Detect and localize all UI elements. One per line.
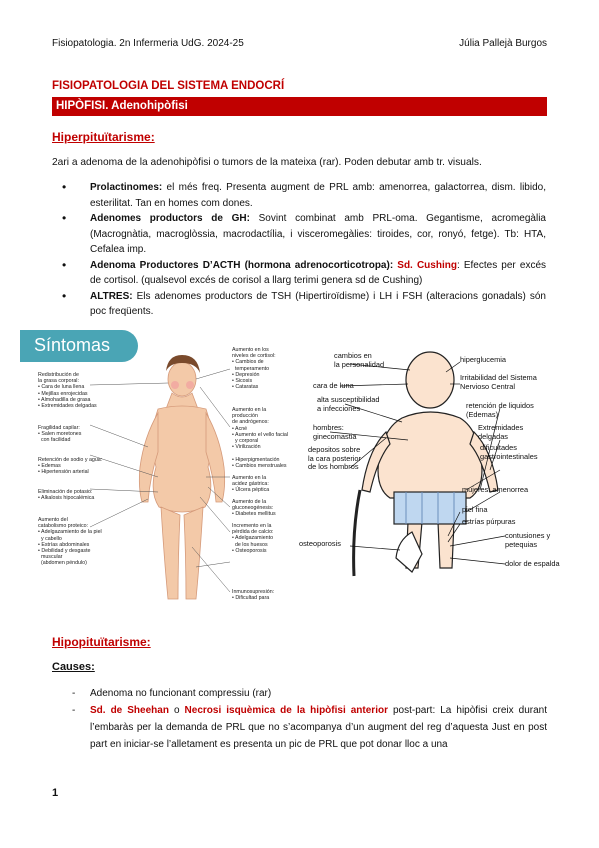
bullet-term: ALTRES: bbox=[90, 290, 133, 302]
label-inmunosupresion: Inmunosupresión: • Dificultad para bbox=[232, 589, 275, 602]
causes-list bbox=[72, 685, 547, 753]
cause-text: post-part: La hipòfisi creix durant l’embaràs per la demanda de PRL que no s’acompanya d’un augment del reg d’aquesta Just en post part en iniciar-se l’alletament es presenta un pic de PRL que pot donar lloc a una bbox=[90, 705, 548, 750]
bullet-term: Adenoma Productores D’ACTH (hormona adrenocorticotropa): bbox=[90, 259, 394, 271]
cause-adenoma bbox=[72, 685, 547, 702]
header-course: Fisiopatologia. 2n Infermeria UdG. 2024-25 bbox=[52, 38, 244, 49]
label-hiperglucemia: hiperglucemia bbox=[460, 355, 507, 364]
page-number: 1 bbox=[52, 787, 59, 799]
bullet-text: el més freq. Presenta augment de PRL amb: amenorrea, galactorrea, dism. libido, esterilitat. Tan en homes com dones. bbox=[90, 182, 546, 209]
hipo-heading: Hipopituïtarisme: bbox=[52, 635, 151, 649]
label-hiperpigmentacion: • Hiperpigmentación • Cambios menstruales bbox=[232, 457, 287, 470]
label-potasio: Eliminación de potasio: • Alkalosis hipocalémica bbox=[38, 489, 95, 502]
label-dolor-espalda: dolor de espalda bbox=[505, 559, 560, 568]
label-retencion: Retención de sodio y agua: • Edemas • Hipertensión arterial bbox=[38, 457, 103, 476]
bullet-red-term: Sd. Cushing bbox=[393, 259, 457, 271]
cause-red-term-1: Sd. de Sheehan bbox=[90, 705, 169, 716]
label-depositos: depositos sobre la cara posterior de los hombros bbox=[308, 445, 361, 472]
cause-red-term-2: Necrosi isquèmica de la hipòfisi anterior bbox=[184, 705, 388, 716]
bullet-prolactinomes bbox=[76, 180, 546, 211]
label-cara-luna: cara de luna bbox=[313, 381, 354, 390]
boxer-shorts bbox=[394, 492, 466, 524]
label-contusiones: contusiones y petequias bbox=[505, 531, 551, 549]
label-fragilidad: Fragilidad capilar: • Salen moretones con facilidad bbox=[38, 425, 82, 444]
bullet-acth bbox=[76, 258, 546, 289]
bullet-text: Els adenomes productors de TSH (Hipertiroïdisme) i LH i FSH (alteracions gonadals) són poc freqüents. bbox=[90, 290, 546, 317]
figure-sintomas bbox=[20, 327, 289, 610]
hiper-heading: Hiperpituïtarisme: bbox=[52, 130, 155, 144]
hiper-bullet-list bbox=[76, 180, 546, 320]
bullet-text: Sovint combinat amb PRL-oma. Gegantisme, acromegàlia (Macrognàtia, macroglòssia, macrodactília, i visceromegàlies: tiroides, cor, ronyó, fetge). Tb: HTA, Cefalea imp. bbox=[90, 213, 546, 255]
label-acidez: Aumento en la acidez gástrica: • Úlcera péptica bbox=[232, 475, 270, 494]
label-ginecomastia: hombres: ginecomastia bbox=[313, 423, 357, 441]
label-extremidades: Extremidades delgadas bbox=[478, 423, 524, 441]
label-infecciones: alta susceptibilidad a infecciones bbox=[317, 395, 380, 413]
hiper-intro: 2ari a adenoma de la adenohipòfisi o tumors de la mateixa (rar). Poden debutar amb tr. visuals. bbox=[52, 157, 482, 168]
walking-cane bbox=[354, 490, 360, 576]
cause-connector: o bbox=[168, 705, 185, 716]
label-osteoporosis: osteoporosis bbox=[299, 539, 341, 548]
section-bar: HIPÒFISI. Adenohipòfisi bbox=[52, 97, 547, 116]
bullet-term: Prolactinomes: bbox=[90, 182, 163, 193]
causes-heading: Causes: bbox=[52, 661, 95, 673]
bullet-gh bbox=[76, 211, 546, 258]
cause-sheehan bbox=[72, 702, 547, 753]
bullet-term: Adenomes productors de GH: bbox=[90, 213, 250, 224]
label-gastrointestinales: dificultades gastrointestinales bbox=[480, 443, 538, 461]
document-title: FISIOPATOLOGIA DEL SISTEMA ENDOCRÍ bbox=[52, 80, 285, 92]
header-author: Júlia Pallejà Burgos bbox=[459, 38, 547, 49]
figure-cushing-cartoon bbox=[290, 340, 580, 590]
bullet-text: : Efectes per excés de cortisol. (qualsevol excés de corisol a llarg terimi genera sd de Cushing) bbox=[90, 259, 547, 286]
cause-text: Adenoma no funcionant compressiu (rar) bbox=[90, 688, 272, 699]
label-amenorrea: mujeres: amenorrea bbox=[462, 485, 529, 494]
label-irritabilidad: Irritabilidad del Sistema Nervioso Central bbox=[460, 373, 537, 391]
label-piel-fina: piel fina bbox=[462, 505, 488, 514]
label-cortisol: Aumento en los niveles de cortisol: • Cambios de temperamento • Depresión • Sicosis • Cataratas bbox=[232, 347, 276, 391]
label-estrias: estrías púrpuras bbox=[462, 517, 516, 526]
label-grasa: Redistribución de la grasa corporal: • Cara de luna llena • Mejillas enrojecidas • Almohadilla de grasa • Extremidades delgadas bbox=[38, 372, 97, 410]
label-catabolismo: Aumento del catabolismo proteico: • Adelgazamiento de la piel y cabello • Estrías abdominales • Debilidad y desgaste muscular (abdomen péndulo) bbox=[38, 517, 102, 567]
bullet-altres bbox=[76, 289, 546, 320]
sintomas-banner-text: Síntomas bbox=[34, 335, 111, 355]
label-retencion-liquidos: retención de liquidos (Edemas) bbox=[466, 401, 534, 419]
label-gluconeogenesis: Aumento de la gluconeogénesis: • Diabetes mellitus bbox=[232, 499, 276, 518]
label-personalidad: cambios en la personalidad bbox=[334, 351, 385, 369]
label-calcio: Incremento en la pérdida de calcio: • Adelgazamiento de los huesos • Osteoporosis bbox=[232, 523, 274, 554]
label-androgenos: Aumento en la producción de andrógenos: • Acné • Aumento el vello facial y corporal • Virilización bbox=[232, 407, 289, 451]
